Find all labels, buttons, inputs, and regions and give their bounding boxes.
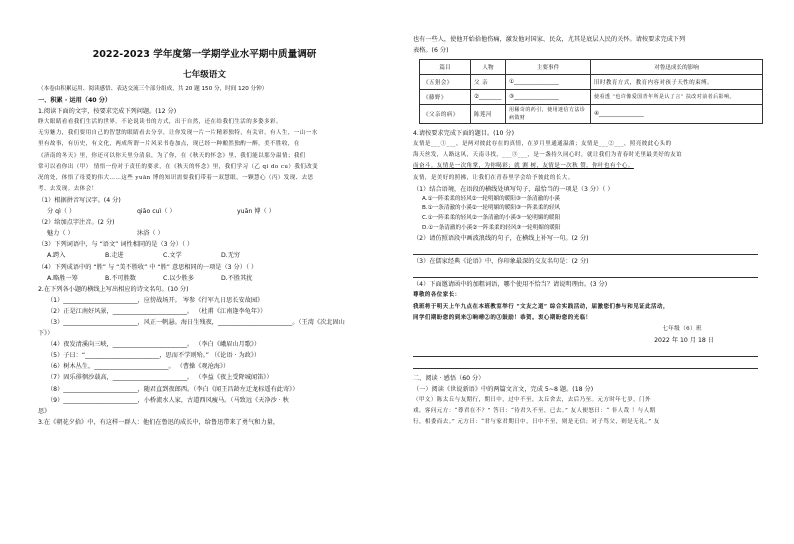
- poem-fill-item[interactable]: （6）树木丛生，________________________。 （曹操《观沧海》）: [47, 363, 230, 371]
- question-2: 2.在下列各小题的横线上写出相应的诗文名句。(10 分): [38, 285, 189, 293]
- option-b[interactable]: B.走进: [105, 252, 124, 260]
- poem-fill-item[interactable]: （1）________________________，应傍战场开。 岑参《行军九日思长安故园》: [47, 296, 264, 304]
- invitation-date: 2022 年 10 月 18 日: [654, 336, 714, 344]
- table-cell[interactable]: ①________________: [506, 75, 591, 90]
- passage-line: 友情，是美好的照拂，让我们在青春里学会给予彼此的长大。: [413, 174, 574, 181]
- option-b[interactable]: B.①一条清澈的小溪②一轮明媚的暖阳③一阵柔柔的轻风: [422, 205, 561, 212]
- question-1-3-options: [38, 250, 371, 261]
- answer-line[interactable]: [413, 346, 758, 357]
- question-4-1: （1）结合语境，在语段的横线处填写句子，最恰当的一项是（3 分）（ ）: [413, 185, 614, 193]
- invitation-line: 同学们期盼您的到来①晌晴②的③鼓励！恭贺。衷心期盼您的光临！: [413, 314, 592, 321]
- passage-line: 无穷魅力，我们要用自己的智慧的眼睛看去分享，让你发现一片一片精彩独特，有关帘，有人生，一山一水: [38, 130, 318, 137]
- table-header: 篇目: [420, 60, 471, 75]
- reading-table: [419, 59, 763, 124]
- question-1-3: （3）下列词语中，与 “语文” 词性相同的是（3 分）（ ）: [38, 241, 194, 249]
- reading-passage: [38, 117, 371, 195]
- poem-fill-item[interactable]: （9）________________________，小桥流水人家，古道西风瘦马。（马致远《天净沙 · 秋: [47, 396, 289, 404]
- section-2-heading: 二、阅读 · 感悟（60 分）: [413, 374, 485, 382]
- exam-notice: （本卷由积累运用、阅读感悟、表达交流三个部分组成，共 20 题 150 分，时间 120 分钟）: [38, 86, 268, 92]
- pinyin-item[interactable]: yuān 博（ ）: [237, 208, 275, 216]
- subject-title: 七年级语文: [183, 70, 226, 80]
- option-d[interactable]: D.无穷: [221, 252, 241, 260]
- question-4-2: （2）请仿照语段中画波浪线的句子，在横线上补写一句。(2 分): [413, 235, 589, 243]
- answer-line[interactable]: [413, 358, 758, 369]
- table-cell: 使看透 “也许像爱国青年所是认了言” 扶改对前者后影响。: [591, 90, 763, 105]
- classical-passage: [413, 395, 758, 428]
- question-4-3: （3）在儒家经典《论语》中，你印象最深的交友名句是：(2 分): [413, 258, 589, 266]
- question-3-continued: 也有一些人，使他开始拾他伤痛，激发他对国家、民众，尤其是底层人民的关怀。请按要求完成下列: [413, 36, 686, 43]
- question-1-4-options: [38, 273, 371, 284]
- option-a[interactable]: A.略胜一筹: [47, 274, 78, 282]
- passage-line: 睁大眼睛看看我们生活的世界。不论说读书的方式，出于自然，还在给我们生活的多姿多彩。: [38, 119, 282, 126]
- question-1-1: （1）根据拼音写汉字。(4 分): [38, 196, 121, 204]
- poem-fill-item[interactable]: （7）固乐徘徊沙载高，________________________。 （李益《夜上受降城闻笛》）: [47, 374, 273, 382]
- table-cell: 旧时教育方式，教育内容对孩子天性的束缚。: [591, 75, 763, 90]
- passage-line: 常可以看你出（甲） 情悟一份对于责任的要求，在《秋天的怀念》里，我们学习（乙 qi do cu）我们改变: [38, 163, 319, 170]
- answer-line[interactable]: [413, 267, 758, 278]
- phonetic-item[interactable]: 沐浴（ ）: [137, 230, 164, 238]
- option-d[interactable]: D.不胜其扰: [221, 274, 253, 282]
- phonetic-item[interactable]: 魅力（ ）: [47, 230, 74, 238]
- table-cell: 《父亲的病》: [420, 105, 471, 124]
- option-c[interactable]: C.①一阵柔柔的轻风②一条清澈的小溪③一轮明媚的暖阳: [422, 214, 561, 221]
- passage-line: 而奋斗。友情是一次角掌，为你喝彩；就 测 树，友情是一次秋 赞。你叶也有个心。: [413, 163, 634, 170]
- phonetic-answers: [38, 228, 371, 239]
- passage-line: 里有故事，有历史，有文化，两成所谓一片风采书卷加点，现已经一种酿然独酌一醉，美不胜收，在: [38, 141, 300, 148]
- pinyin-item[interactable]: qiāo cuì（ ）: [137, 208, 176, 216]
- poem-fill-item[interactable]: （5）子曰：“________________________，思而不学则殆。” （《论语 · 为政》）: [47, 352, 261, 360]
- table-cell[interactable]: ④________________: [591, 105, 763, 124]
- section-2-part-a: （一）阅读《世说新语》中的两篇文言文，完成 5~8 题。(18 分): [413, 385, 594, 393]
- table-cell[interactable]: ③________________: [506, 90, 591, 105]
- option-b[interactable]: B.不可胜数: [105, 274, 136, 282]
- poem-fill-item[interactable]: （4）夜发清溪向三峡，________________________。 （李白《峨眉山月歌》）: [47, 341, 261, 349]
- option-c[interactable]: C.以少胜多: [163, 274, 195, 282]
- table-cell: 父 亲: [471, 75, 506, 90]
- passage-line: 行，相委而去。” 元方曰：“君与家君期日中，日中不至，则是无信；对子骂父，则是无礼。” 友: [413, 419, 660, 426]
- poem-fill-list: [38, 295, 371, 417]
- poem-fill-item: 思》: [38, 407, 51, 415]
- invitation-line: 我班将于明天上午九点在本班教室举行 “文友之道” 综合实践活动，届激您们参与和见证此活动，: [413, 303, 669, 310]
- poem-fill-item[interactable]: （2）正是江南好风景，________________________。 （杜甫《江南逢李龟年》）: [47, 307, 267, 315]
- table-cell: 《藤野》: [420, 90, 471, 105]
- invitation-letter: [413, 290, 758, 345]
- passage-line: 海天丝发，人路这风，天南寻找，___③___，是一盏持久同心时，就让我们为青春时光里最美好的友谊: [413, 152, 683, 159]
- question-4: 4.请按要求完成下面的题目。(10 分): [413, 130, 515, 138]
- passage-line: 《济南的冬天》里，你还可以你天里分清泉，为了你，在《秋天的怀念》里，我们能以那分温情；我们: [38, 152, 306, 159]
- table-header-row: [420, 60, 763, 75]
- table-cell[interactable]: ②________: [471, 90, 506, 105]
- option-c[interactable]: C.文学: [163, 252, 182, 260]
- invitation-signer: 七年级（6）班: [662, 325, 702, 332]
- table-row: [420, 75, 763, 90]
- passage-line: 戏。客问元方：“尊君在不？” 答曰：“待君久不至，已去。” 友人便怒曰：“ 非人哉 ！与人期: [413, 408, 656, 415]
- question-3: 3.在《朝花夕拾》中，有这样一群人：他们在鲁迅的成长中，给鲁迅带来了勇气和力量，: [38, 418, 280, 426]
- poem-fill-item[interactable]: （8）________________________，随君直到夜郎西。（李白《闻王昌龄左迁龙标遥有此寄》）: [47, 385, 299, 393]
- pinyin-answers: [38, 206, 371, 217]
- passage-line: （甲文）陈太丘与友期行，期日中，过中不至，太丘舍去，去后乃至。元方时年七岁，门外: [413, 397, 652, 404]
- question-3-continued: 表格。(6 分): [413, 47, 449, 55]
- exam-title: 2022-2023 学年度第一学期学业水平期中质量调研: [92, 49, 317, 60]
- option-a[interactable]: A.①一阵柔柔的轻风②一轮明媚的暖阳③一条清澈的小溪: [422, 195, 561, 202]
- right-page: [397, 0, 794, 544]
- invitation-line: 尊敬的各位家长：: [413, 292, 461, 299]
- table-cell: 《五猖会》: [420, 75, 471, 90]
- question-4-4: （4）下面邀请函中的加粗词语，哪个使用不恰当？请说明理由。(3 分): [413, 281, 608, 289]
- poem-fill-item[interactable]: （3）________________________，风正一帆悬。海日生残夜，________________________。（王湾《次北固山: [47, 318, 345, 326]
- option-d[interactable]: D.①一条清澈的小溪②一阵柔柔的轻风③一轮明媚的暖阳: [422, 224, 561, 231]
- question-1-4: （4）下列成语中的 “胜” 与 “美不胜收” 中 “胜” 意思相同的一项是（3 分）（ ）: [38, 263, 258, 271]
- answer-line[interactable]: [413, 244, 758, 255]
- table-cell: 陈莲河: [471, 105, 506, 124]
- question-1-intro: 1.阅读下面的文字，按要求完成下列问题。(12 分): [38, 108, 177, 116]
- table-header: 人物: [471, 60, 506, 75]
- table-cell: 用稀奇的药引，使用迷信方法诊病敛财: [506, 105, 591, 124]
- pinyin-item[interactable]: 分 qì（ ）: [47, 208, 76, 216]
- passage-line: 况的处，体悟了母爱的伟大……这些 yuān 博的知识需要我们带着一双慧眼，一颗慧心（丙）发现、去思: [38, 174, 314, 181]
- table-row: [420, 105, 763, 124]
- friendship-passage: [413, 139, 758, 183]
- passage-line: 考、去发现。去体会！: [38, 185, 98, 192]
- question-1-2: （2）给加点字注音。(2 分): [38, 219, 115, 227]
- passage-line: 友情是___①___，是两对彼此存在的真情，在岁月里通通温淌；友情是___②___，照亮彼此心头的: [413, 141, 672, 148]
- poem-fill-item: 下》）: [38, 330, 54, 338]
- table-header: 对鲁迅成长的影响: [591, 60, 763, 75]
- table-row: [420, 90, 763, 105]
- table-header: 主要事件: [506, 60, 591, 75]
- option-a[interactable]: A.跨入: [47, 252, 66, 260]
- section-1-heading: 一、积累 · 运用（40 分）: [38, 97, 112, 105]
